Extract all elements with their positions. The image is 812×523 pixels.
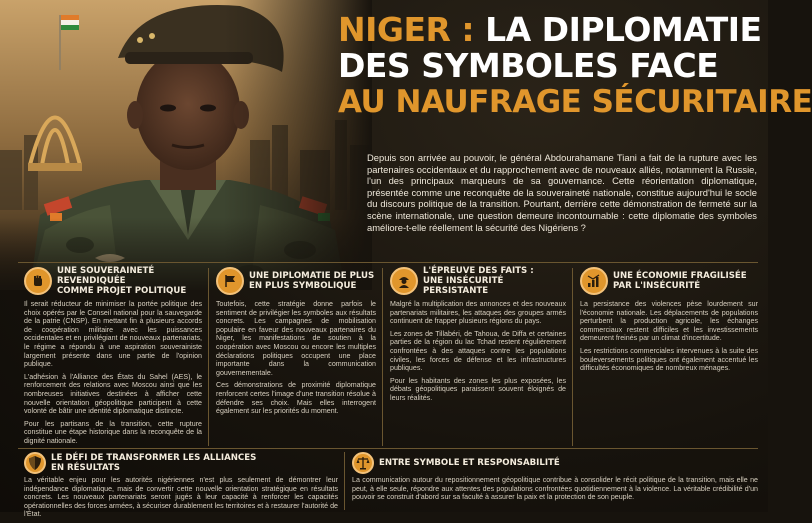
divider: [572, 268, 573, 446]
headline-accent: NIGER :: [338, 10, 475, 49]
section-title: L'ÉPREUVE DES FAITS : UNE INSÉCURITÉ PERSISTANTE: [423, 266, 534, 296]
section-insecurite: [390, 266, 566, 407]
shield-icon: [24, 452, 46, 474]
section-responsabilite: [352, 452, 758, 506]
divider: [382, 268, 383, 446]
portrait-illustration: [0, 0, 375, 291]
headline-line-3: AU NAUFRAGE SÉCURITAIRE: [338, 84, 812, 120]
section-paragraph: Les restrictions commerciales intervenues à la suite des bouleversements politiques ont également accentué les difficultés économiques de nombreux ménages.: [580, 346, 758, 373]
soldier-icon: [390, 267, 418, 295]
section-title: UNE SOUVERAINETÉ REVENDIQUÉE COMME PROJET POLITIQUE: [57, 266, 187, 296]
section-paragraph: Malgré la multiplication des annonces et des nouveaux partenariats militaires, les attaques des groupes armés continuent de frapper plusieurs régions du pays.: [390, 300, 566, 326]
headline-line-1-rest: LA DIPLOMATIE: [474, 10, 762, 49]
section-title: ENTRE SYMBOLE ET RESPONSABILITÉ: [379, 458, 560, 468]
section-paragraph: La persistance des violences pèse lourdement sur l'économie nationale. Les déplacements de populations perturbent la production agricole, les échanges commerciaux restent difficiles et les investissements demeurent freinés par un climat d'incertitude.: [580, 300, 758, 343]
section-economie: [580, 266, 758, 377]
general-portrait: [0, 0, 375, 291]
fist-icon: [24, 267, 52, 295]
section-paragraph: La communication autour du repositionnement géopolitique contribue à consolider le récit politique de la transition, mais elle ne peut, à elle seule, répondre aux attentes des populations confrontées quotidiennement à la violence. La véritable crédibilité d'un pouvoir se construit d'abord sur sa faculté à assurer la paix et la protection de son peuple.: [352, 476, 758, 502]
section-paragraph: Pour les partisans de la transition, cette rupture constitue une étape historique dans la reconquête de la dignité nationale.: [24, 419, 202, 445]
section-alliances: [24, 452, 338, 523]
chart-down-icon: [580, 267, 608, 295]
headline-line-1: [338, 10, 762, 49]
divider: [344, 452, 345, 510]
flag-icon: [216, 267, 244, 295]
section-paragraph: Les zones de Tillabéri, de Tahoua, de Diffa et certaines parties de la région du lac Tchad restent régulièrement confrontées à des attaques contre les populations civiles, les forces de défense et les infrastructures publiques.: [390, 329, 566, 373]
section-diplomatie: [216, 266, 376, 420]
divider: [18, 262, 758, 263]
section-paragraph: L'adhésion à l'Alliance des États du Sahel (AES), le renforcement des relations avec Moscou ainsi que les nombreuses initiatives destinées à afficher cette nouvelle orientation géopolitique participent à cette volonté de bâtir une identité diplomatique distincte.: [24, 372, 202, 416]
headline: [338, 10, 812, 120]
section-paragraph: Il serait réducteur de minimiser la portée politique des choix opérés par le Conseil national pour la sauvegarde de la patrie (CNSP). En mettant fin à plusieurs accords de coopération militaire avec les puissances occidentales et en privilégiant de nouveaux partenariats, le régime a répondu à une aspiration souverainiste largement présente dans une partie de l'opinion publique.: [24, 300, 202, 369]
section-paragraph: Toutefois, cette stratégie donne parfois le sentiment de privilégier les symboles aux résultats concrets. Les campagnes de mobilisation populaire en faveur des nouveaux partenaires du Niger, les manifestations de soutien à la coopération avec Moscou ou encore les multiples déclarations politiques occupent une place importante dans la communication gouvernementale.: [216, 300, 376, 377]
section-paragraph: La véritable enjeu pour les autorités nigériennes n'est plus seulement de démontrer leur indépendance diplomatique, mais de convertir cette nouvelle orientation stratégique en résultats concrets. Les nouveaux partenariats seront jugés à leur capacité à renforcer les capacités opérationnelles des forces armées, à sécuriser durablement les territoires et à restaurer l'autorité de l'État.: [24, 476, 338, 519]
scales-icon: [352, 452, 374, 474]
section-souverainete: [24, 266, 202, 450]
section-paragraph: Pour les habitants des zones les plus exposées, les débats géopolitiques paraissent souvent éloignés de leurs réalités.: [390, 376, 566, 402]
divider: [208, 268, 209, 446]
section-paragraph: Ces démonstrations de proximité diplomatique renforcent certes l'image d'une transition résolue à défendre ses choix. Mais elles interrogent également sur les priorités du moment.: [216, 381, 376, 416]
headline-line-2: DES SYMBOLES FACE: [338, 46, 719, 85]
section-title: UNE ÉCONOMIE FRAGILISÉE PAR L'INSÉCURITÉ: [613, 271, 747, 291]
section-title: UNE DIPLOMATIE DE PLUS EN PLUS SYMBOLIQUE: [249, 271, 375, 291]
intro-paragraph: Depuis son arrivée au pouvoir, le général Abdourahamane Tiani a fait de la rupture avec les partenaires occidentaux et du rapprochement avec de nouveaux alliés, notamment la Russie, l'un des principaux marqueurs de sa gouvernance. Cette réorientation diplomatique, présentée comme une reconquête de la souveraineté nationale, constitue aujourd'hui le socle du discours politique de la transition. Pourtant, derrière cette démonstration de fermeté sur la scène internationale, une question demeure incontournable : cette diplomatie des symboles améliore-t-elle réellement la sécurité des Nigériens ?: [367, 152, 757, 233]
section-title: LE DÉFI DE TRANSFORMER LES ALLIANCES EN RÉSULTATS: [51, 453, 257, 473]
